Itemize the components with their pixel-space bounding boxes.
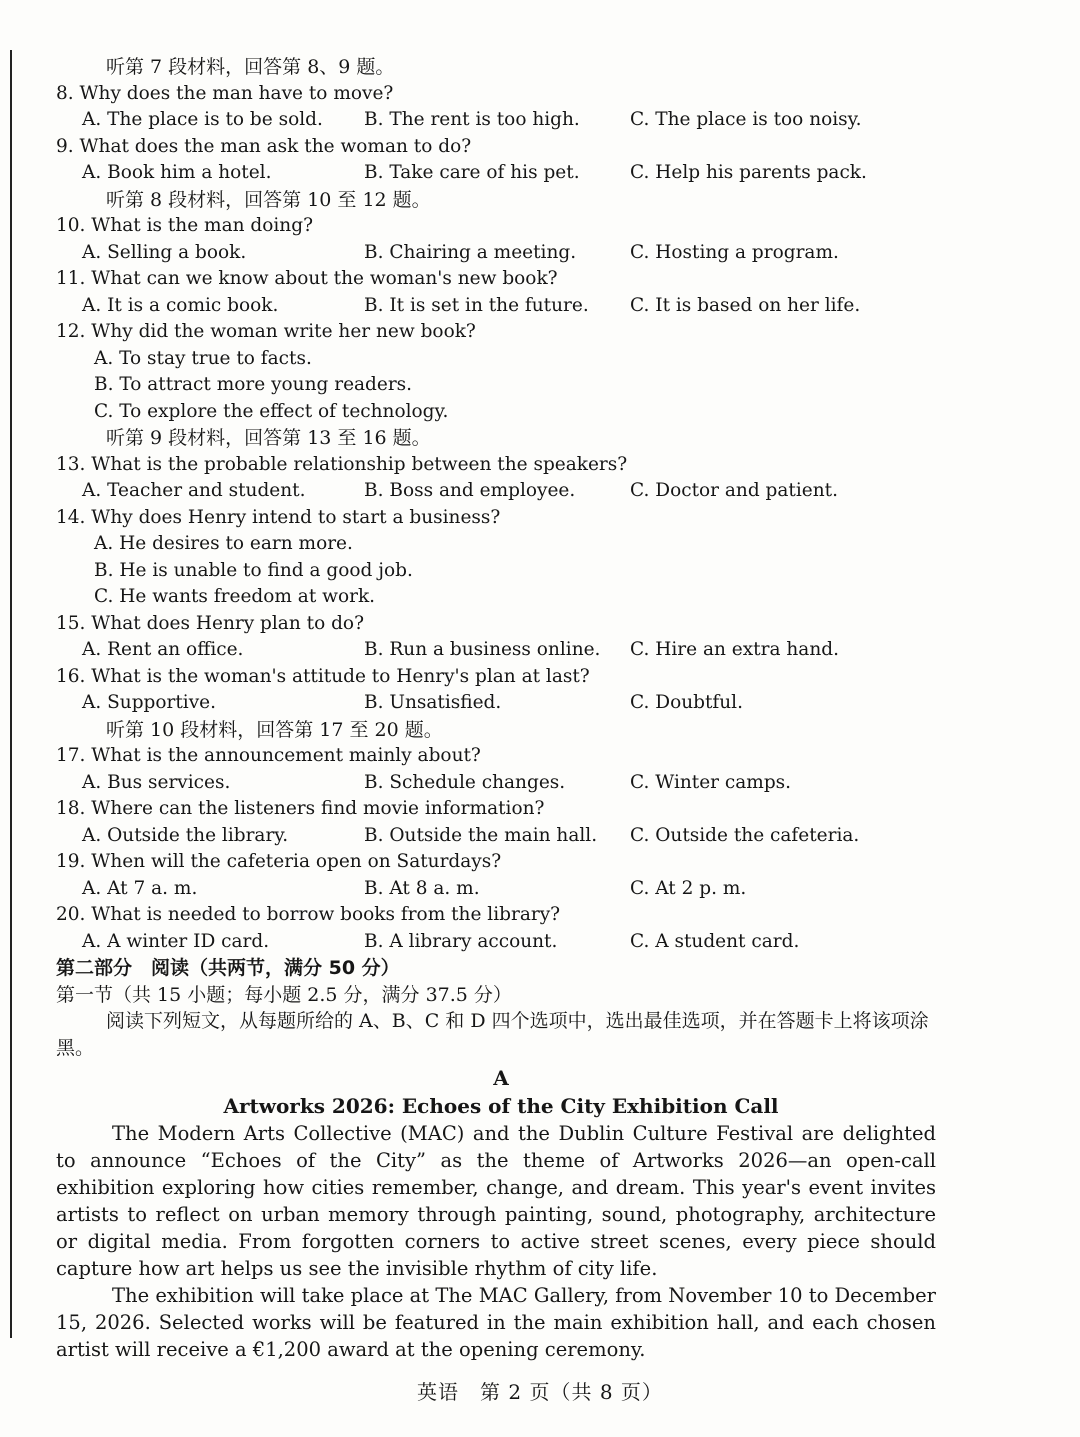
question-17-options — [56, 770, 946, 797]
question-18-options — [56, 823, 946, 850]
question-19-options — [56, 876, 946, 903]
question-20-stem: 20. What is needed to borrow books from the library? — [56, 904, 561, 925]
option-b: B. The rent is too high. — [364, 109, 580, 130]
option-c: C. Help his parents pack. — [630, 162, 867, 183]
option-b: B. Run a business online. — [364, 639, 601, 660]
section-heading-7: 听第 7 段材料，回答第 8、9 题。 — [106, 56, 395, 78]
option-c: C. Doctor and patient. — [630, 480, 838, 501]
question-18-stem: 18. Where can the listeners find movie information? — [56, 798, 545, 819]
part-two-title: 第二部分 阅读（共两节，满分 50 分） — [56, 957, 400, 979]
option-a: A. Teacher and student. — [82, 480, 306, 501]
section-heading-9: 听第 9 段材料，回答第 13 至 16 题。 — [106, 427, 431, 449]
option-a: A. Supportive. — [82, 692, 217, 713]
question-10-options — [56, 240, 946, 267]
exam-page — [56, 54, 946, 1363]
section-heading-10: 听第 10 段材料，回答第 17 至 20 题。 — [106, 718, 443, 741]
option-b: B. Schedule changes. — [364, 771, 566, 793]
option-c: C. Hosting a program. — [630, 241, 839, 263]
question-12-stem: 12. Why did the woman write her new book? — [56, 321, 476, 342]
option-c: C. The place is too noisy. — [630, 109, 862, 130]
option-b: B. Outside the main hall. — [364, 824, 598, 846]
passage-paragraph-2: The exhibition will take place at The MAC Gallery, from November 10 to December 15, 2026. Selected works will be featured in the main exhibition hall, and each chosen artist will receive a €1,200 award at the opening ceremony. — [56, 1284, 936, 1361]
binding-margin-line — [10, 50, 12, 1338]
passage-letter: A — [493, 1066, 509, 1090]
option-c: C. A student card. — [630, 930, 800, 952]
option-b: B. A library account. — [364, 930, 558, 952]
option-a: A. To stay true to facts. — [94, 347, 312, 369]
section-heading-8: 听第 8 段材料，回答第 10 至 12 题。 — [106, 188, 431, 211]
option-b: B. At 8 a. m. — [364, 877, 480, 899]
option-a: A. It is a comic book. — [82, 294, 279, 316]
question-13-options — [56, 478, 946, 505]
option-a: A. He desires to earn more. — [94, 533, 353, 554]
question-13-stem: 13. What is the probable relationship between the speakers? — [56, 453, 628, 475]
section-one-heading: 第一节（共 15 小题；每小题 2.5 分，满分 37.5 分） — [56, 983, 512, 1006]
option-a: A. A winter ID card. — [82, 930, 270, 952]
option-c: C. Winter camps. — [630, 771, 792, 793]
page-footer: 英语 第 2 页（共 8 页） — [417, 1380, 663, 1404]
question-9-stem: 9. What does the man ask the woman to do? — [56, 135, 472, 157]
question-16-options — [56, 690, 946, 717]
option-a: A. Outside the library. — [82, 824, 289, 846]
option-b: B. It is set in the future. — [364, 294, 589, 316]
question-11-options — [56, 293, 946, 320]
option-c: C. Doubtful. — [630, 692, 743, 713]
option-a: A. Book him a hotel. — [82, 162, 272, 183]
question-15-options — [56, 637, 946, 664]
option-b: B. Chairing a meeting. — [364, 241, 577, 263]
option-c: C. To explore the effect of technology. — [94, 400, 449, 422]
option-a: A. The place is to be sold. — [82, 109, 323, 130]
option-c: C. Outside the cafeteria. — [630, 824, 860, 846]
option-c: C. He wants freedom at work. — [94, 586, 376, 607]
option-b: B. Take care of his pet. — [364, 162, 580, 183]
option-a: A. Bus services. — [82, 771, 231, 793]
question-19-stem: 19. When will the cafeteria open on Saturdays? — [56, 851, 502, 872]
option-a: A. Selling a book. — [82, 241, 247, 263]
question-20-options — [56, 929, 946, 956]
option-a: A. Rent an office. — [82, 639, 244, 660]
option-c: C. It is based on her life. — [630, 294, 861, 316]
option-b: B. Unsatisfied. — [364, 692, 502, 713]
passage-title: Artworks 2026: Echoes of the City Exhibition Call — [223, 1094, 779, 1118]
reading-instruction: 阅读下列短文，从每题所给的 A、B、C 和 D 四个选项中，选出最佳选项，并在答题卡上将该项涂黑。 — [56, 1010, 929, 1059]
option-c: C. At 2 p. m. — [630, 877, 747, 899]
question-8-options — [56, 107, 946, 134]
passage-paragraph-1: The Modern Arts Collective (MAC) and the Dublin Culture Festival are delighted to announce “Echoes of the City” as the theme of Artworks 2026—an open-call exhibition exploring how cities remember, change, and dream. This year's event invites artists to reflect on urban memory through painting, sound, photography, architecture or digital media. From forgotten corners to active street scenes, every piece should capture how art helps us see the invisible rhythm of city life. — [56, 1122, 936, 1280]
option-b: B. Boss and employee. — [364, 480, 576, 501]
question-11-stem: 11. What can we know about the woman's new book? — [56, 268, 558, 289]
question-8-stem: 8. Why does the man have to move? — [56, 82, 394, 104]
question-17-stem: 17. What is the announcement mainly about? — [56, 745, 481, 766]
question-14-stem: 14. Why does Henry intend to start a business? — [56, 506, 501, 528]
option-c: C. Hire an extra hand. — [630, 639, 839, 660]
question-9-options — [56, 160, 946, 187]
option-a: A. At 7 a. m. — [82, 877, 198, 899]
option-b: B. To attract more young readers. — [94, 374, 413, 395]
question-16-stem: 16. What is the woman's attitude to Henry's plan at last? — [56, 665, 590, 687]
question-10-stem: 10. What is the man doing? — [56, 215, 313, 236]
question-15-stem: 15. What does Henry plan to do? — [56, 612, 364, 634]
option-b: B. He is unable to find a good job. — [94, 559, 413, 581]
